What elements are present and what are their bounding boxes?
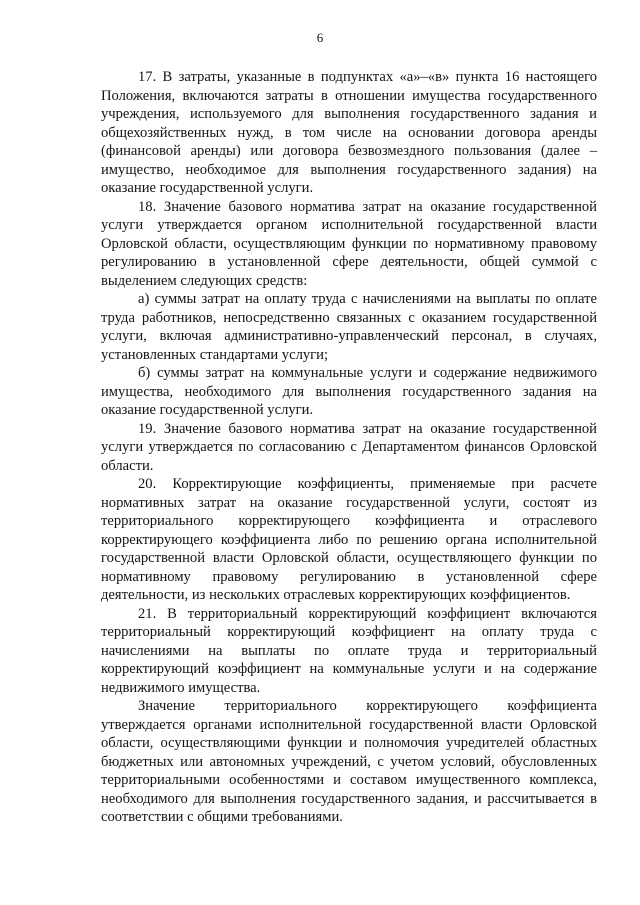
paragraph-19: 19. Значение базового норматива затрат на оказание государственной услуги утверждается по согласованию с Департаментом финансов Орловской области.: [101, 420, 597, 474]
paragraph-20: 20. Корректирующие коэффициенты, применяемые при расчете нормативных затрат на оказание государственной услуги, состоят из территориального корректирующего коэффициента и отраслевого корректирующего коэффициента либо по решению органа исполнительной государственной власти Орловской области, осуществляющего функции по нормативному правовому регулированию в установленной сфере деятельности, из нескольких отраслевых корректирующих коэффициентов.: [101, 476, 597, 603]
page-number: 6: [316, 30, 324, 45]
document-body: [101, 68, 597, 827]
paragraph-18-a: а) суммы затрат на оплату труда с начислениями на выплаты по оплате труда работников, непосредственно связанных с оказанием государственной услуги, включая административно-управленческий персонал, в случаях, установленных стандартами услуги;: [101, 291, 597, 363]
paragraph-18-b: б) суммы затрат на коммунальные услуги и содержание недвижимого имущества, необходимого для выполнения государственного задания на оказание государственной услуги.: [101, 365, 597, 418]
paragraph-18: 18. Значение базового норматива затрат на оказание государственной услуги утверждается органом исполнительной государственной власти Орловской области, осуществляющим функции по нормативному правовому регулированию в установленной сфере деятельности, общей суммой с выделением следующих средств:: [101, 198, 597, 289]
paragraph-21-continued: Значение территориального корректирующего коэффициента утверждается органами исполнительной государственной власти Орловской области, осуществляющими функции и полномочия учредителей областных бюджетных или автономных учреждений, с учетом условий, обусловленных территориальными особенностями и составом имущественного комплекса, необходимого для выполнения государственного задания, и рассчитывается в соответствии с общими требованиями.: [101, 698, 597, 825]
paragraph-21: 21. В территориальный корректирующий коэффициент включаются территориальный корректирующий коэффициент на оплату труда с начислениями на выплаты по оплате труда и территориальный корректирующий коэффициент на коммунальные услуги и на содержание недвижимого имущества.: [101, 605, 597, 696]
paragraph-17: 17. В затраты, указанные в подпунктах «а»–«в» пункта 16 настоящего Положения, включаются затраты в отношении имущества государственного учреждения, используемого для выполнения государственного задания и общехозяйственных нужд, в том числе на основании договора аренды (финансовой аренды) или договора безвозмездного пользования (далее – имущество, необходимое для выполнения государственного задания) на оказание государственной услуги.: [101, 69, 597, 196]
